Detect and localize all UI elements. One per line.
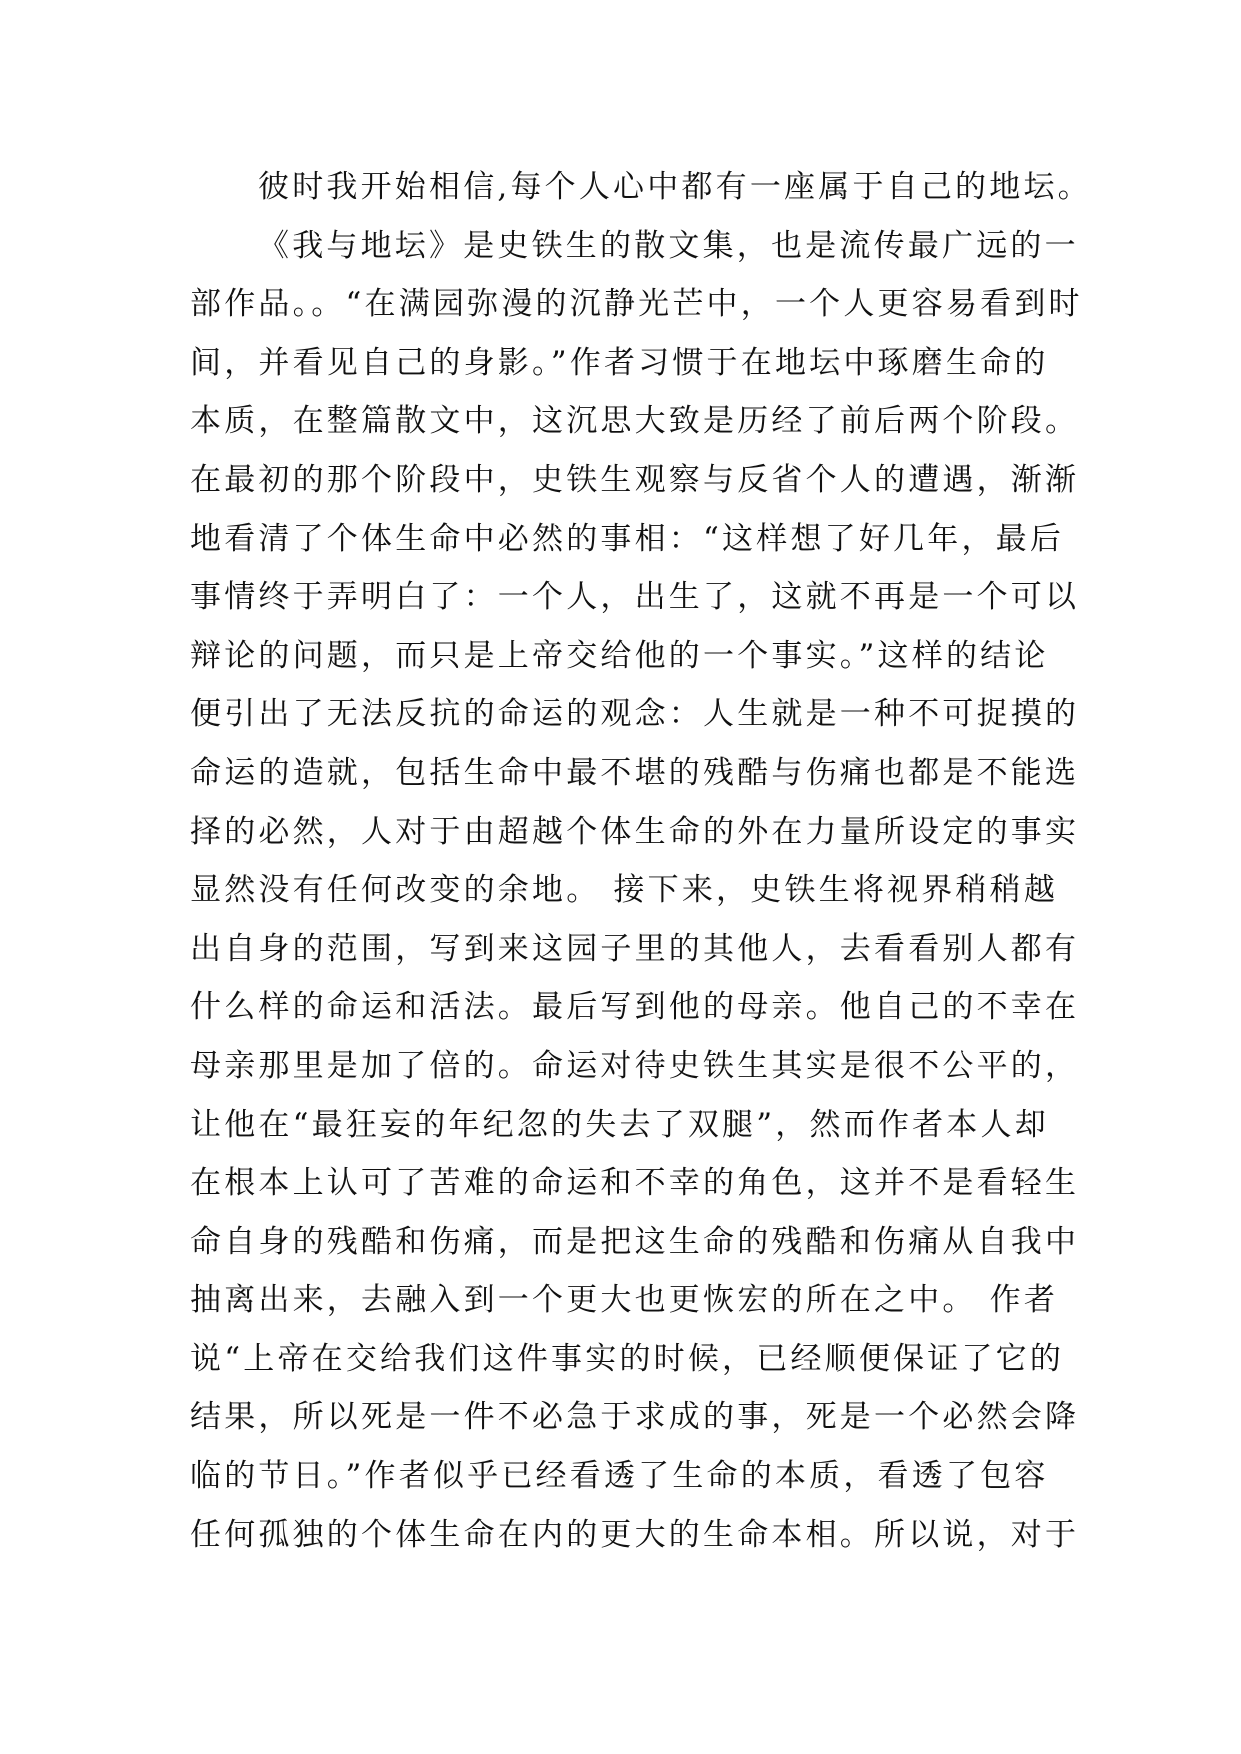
text-line: 择的必然，人对于由超越个体生命的外在力量所设定的事实: [190, 813, 1080, 850]
text-line: 在根本上认可了苦难的命运和不幸的角色，这并不是看轻生: [190, 1165, 1080, 1202]
text-line: 什么样的命运和活法。最后写到他的母亲。他自己的不幸在: [190, 989, 1080, 1026]
text-line: 命运的造就，包括生命中最不堪的残酷与伤痛也都是不能选: [190, 754, 1080, 791]
text-line: 母亲那里是加了倍的。命运对待史铁生其实是很不公平的，: [190, 1047, 1080, 1084]
text-line: 抽离出来，去融入到一个更大也更恢宏的所在之中。 作者: [190, 1282, 1059, 1319]
text-line: 辩论的问题，而只是上帝交给他的一个事实。”这样的结论: [190, 637, 1049, 674]
text-line: 部作品。。“在满园弥漫的沉静光芒中，一个人更容易看到时: [190, 286, 1083, 323]
text-line: 显然没有任何改变的余地。 接下来，史铁生将视界稍稍越: [190, 872, 1059, 909]
text-line: 在最初的那个阶段中，史铁生观察与反省个人的遭遇，渐渐: [190, 461, 1080, 498]
text-line: 让他在“最狂妄的年纪忽的失去了双腿”，然而作者本人却: [190, 1106, 1049, 1143]
text-line: 间，并看见自己的身影。”作者习惯于在地坛中琢磨生命的: [190, 344, 1049, 381]
text-line: 地看清了个体生命中必然的事相：“这样想了好几年，最后: [190, 520, 1065, 557]
text-line: 出自身的范围，写到来这园子里的其他人，去看看别人都有: [190, 930, 1080, 967]
text-line: 说“上帝在交给我们这件事实的时候，已经顺便保证了它的: [190, 1340, 1065, 1377]
text-line: 事情终于弄明白了：一个人，出生了，这就不再是一个可以: [190, 579, 1080, 616]
text-line: 彼时我开始相信,每个人心中都有一座属于自己的地坛。: [258, 169, 1092, 205]
text-line: 便引出了无法反抗的命运的观念：人生就是一种不可捉摸的: [190, 696, 1080, 733]
text-line: 结果，所以死是一件不必急于求成的事，死是一个必然会降: [190, 1399, 1080, 1436]
text-line: 命自身的残酷和伤痛，而是把这生命的残酷和伤痛从自我中: [190, 1223, 1080, 1260]
text-line: 任何孤独的个体生命在内的更大的生命本相。所以说，对于: [190, 1516, 1080, 1553]
text-line: 《我与地坛》是史铁生的散文集，也是流传最广远的一: [258, 227, 1079, 264]
text-line: 临的节日。”作者似乎已经看透了生命的本质，看透了包容: [190, 1458, 1049, 1495]
body-text: [190, 158, 1090, 1564]
text-line: 本质，在整篇散文中，这沉思大致是历经了前后两个阶段。: [190, 403, 1080, 440]
